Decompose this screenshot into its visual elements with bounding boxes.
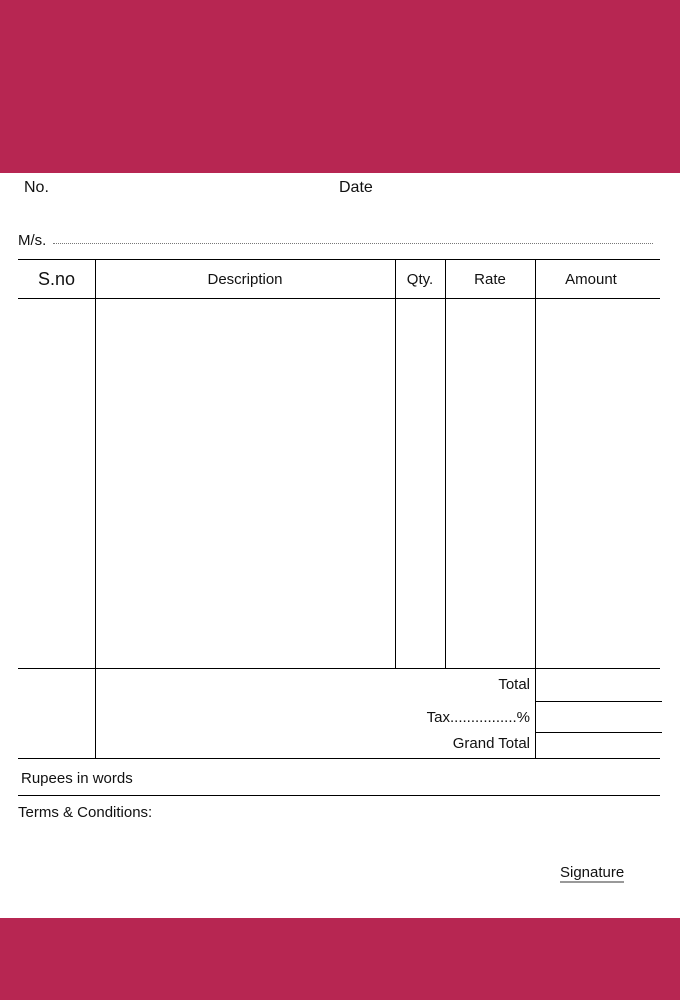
rupees-in-words-label: Rupees in words xyxy=(21,770,133,787)
signature-label: Signature xyxy=(560,864,625,881)
bottom-brand-band xyxy=(0,918,680,1000)
top-brand-band xyxy=(0,0,680,173)
table-body-bottom-border xyxy=(18,668,660,669)
tax-label: Tax................% xyxy=(426,709,530,726)
terms-label: Terms & Conditions: xyxy=(18,804,153,821)
column-header-rate: Rate xyxy=(474,270,506,288)
total-amount-field[interactable] xyxy=(538,670,662,702)
total-label: Total xyxy=(498,676,530,693)
customer-name-field[interactable] xyxy=(55,226,655,246)
column-header-amount: Amount xyxy=(565,270,617,288)
date-field[interactable] xyxy=(380,178,644,200)
grand-total-label: Grand Total xyxy=(452,735,530,752)
grand-total-amount-field[interactable] xyxy=(538,734,662,759)
date-label: Date xyxy=(339,179,373,196)
words-divider xyxy=(18,795,660,796)
invoice-number-field[interactable] xyxy=(58,178,322,200)
column-header-qty: Qty. xyxy=(406,270,434,288)
column-header-sno: S.no xyxy=(37,268,76,289)
invoice-number-label: No. xyxy=(24,179,49,196)
rupees-in-words-field[interactable] xyxy=(140,768,659,792)
tax-amount-field[interactable] xyxy=(538,703,662,733)
customer-label: M/s. xyxy=(18,232,47,249)
line-items-area[interactable] xyxy=(18,299,660,668)
column-header-description: Description xyxy=(207,270,283,288)
